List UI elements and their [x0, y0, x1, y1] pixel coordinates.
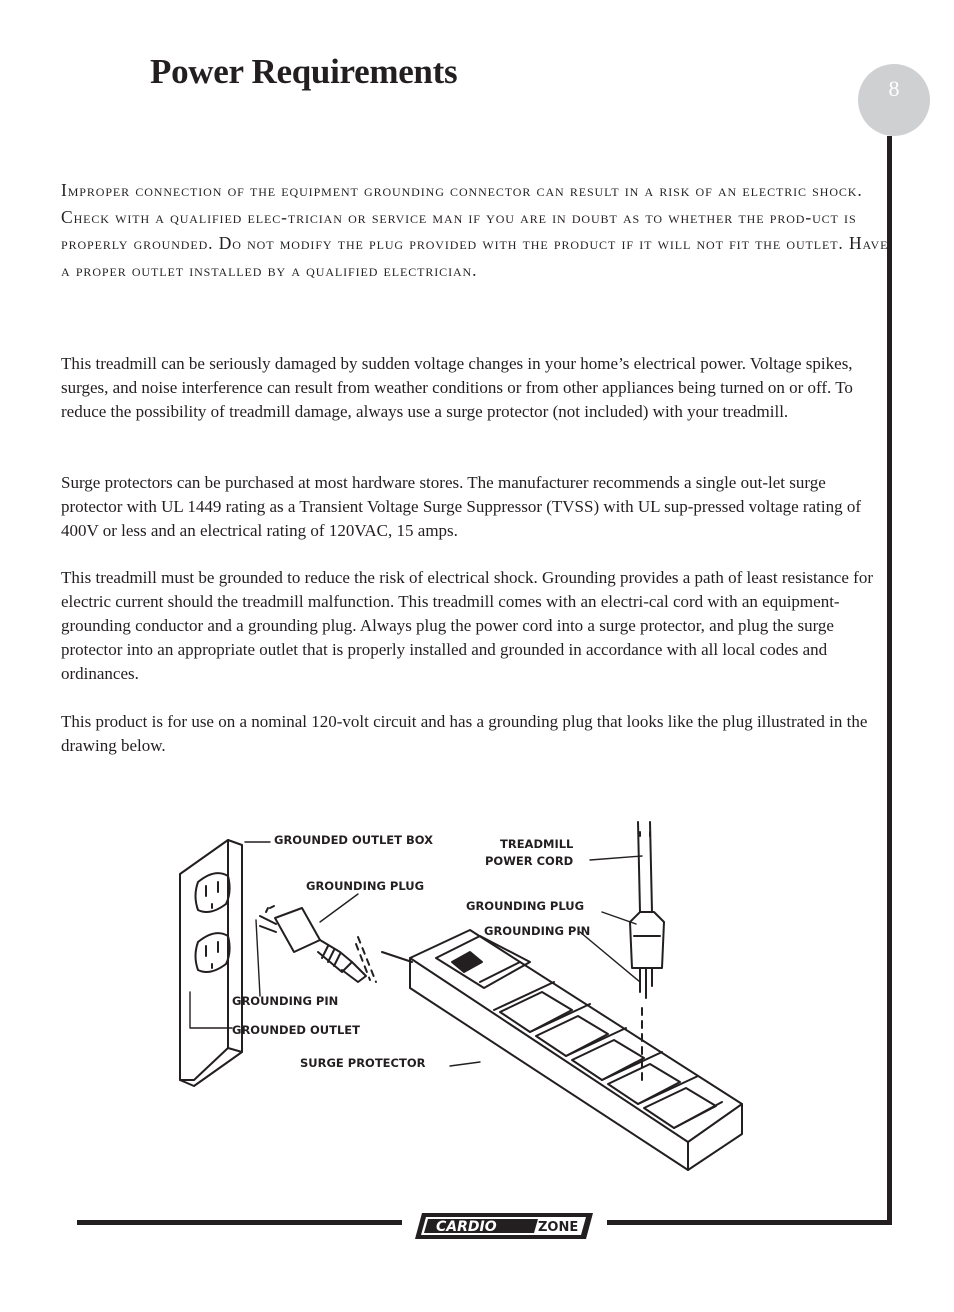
left-grounding-plug: [260, 906, 366, 982]
label-surge-protector: SURGE PROTECTOR: [300, 1056, 426, 1070]
label-treadmill: TREADMILL: [500, 837, 574, 851]
paragraph-grounding: This treadmill must be grounded to reduce the risk of electrical shock. Grounding provides a path of least resistance for electric current should the treadmill malfunction. This treadmill comes with an electri-cal cord with an equipment-grounding conductor and a grounding plug. Always plug the power cord into a surge protector, and plug the surge protector into an appropriate outlet that is properly installed and grounded in accordance with all local codes and ordinances.: [61, 568, 873, 683]
cardiozone-logo: [414, 1212, 594, 1240]
paragraph-surge-protectors: Surge protectors can be purchased at most hardware stores. The manufacturer recommends a single out-let surge protector with UL 1449 rating as a Transient Voltage Surge Suppressor (TVSS) with UL sup-pressed voltage rating of 400V or less and an electrical rating of 120VAC, 15 amps.: [61, 473, 861, 540]
paragraph-voltage-damage: This treadmill can be seriously damaged by sudden voltage changes in your home’s electrical power. Voltage spikes, surges, and noise interference can result from weather conditions or from other appliances being turned on or off. To reduce the possibility of treadmill damage, always use a surge protector (not included) with your treadmill.: [61, 354, 853, 421]
paragraph-circuit: This product is for use on a nominal 120-volt circuit and has a grounding plug that looks like the plug illustrated in the drawing below.: [61, 712, 868, 755]
wall-outlet-box: [180, 840, 242, 1086]
label-power-cord: POWER CORD: [485, 854, 574, 868]
label-grounding-plug-right: GROUNDING PLUG: [466, 899, 585, 913]
page-title: Power Requirements: [150, 52, 458, 91]
label-grounding-pin-right: GROUNDING PIN: [484, 924, 591, 938]
surge-protector-diagram: [170, 812, 750, 1182]
label-grounded-outlet-box: GROUNDED OUTLET BOX: [274, 833, 433, 847]
page-number-badge: 8: [858, 64, 930, 136]
footer-rule-left: [77, 1220, 402, 1225]
right-border-rule: [887, 136, 892, 1224]
logo-text-zone: ZONE: [538, 1220, 579, 1235]
label-grounding-pin-left: GROUNDING PIN: [232, 994, 339, 1008]
surge-protector-strip: [410, 930, 742, 1170]
label-grounding-plug-left: GROUNDING PLUG: [306, 879, 425, 893]
grounding-warning: Improper connection of the equipment grounding connector can result in a risk of an electric shock. Check with a qualified elec-trician or service man if you are in doubt as to whether the prod-uct is properly grounded. Do not modify the plug provided with the product if it will not fit the outlet. Have a proper outlet installed by a qualified electrician.: [61, 180, 889, 280]
right-power-cord-plug: [630, 822, 664, 998]
footer-rule-right: [607, 1220, 892, 1225]
label-grounded-outlet: GROUNDED OUTLET: [232, 1023, 360, 1037]
logo-text-cardio: CARDIO: [436, 1219, 497, 1235]
